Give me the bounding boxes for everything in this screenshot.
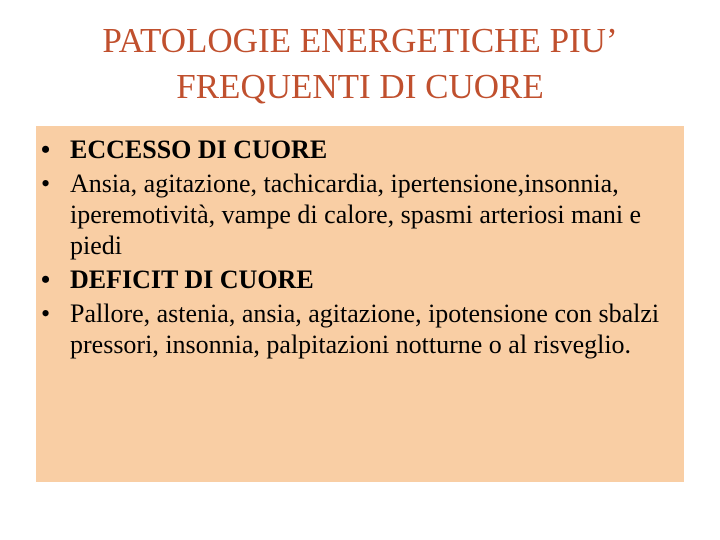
list-item-text: ECCESSO DI CUORE <box>70 135 328 164</box>
bullet-icon: • <box>41 135 51 164</box>
slide-title-line-1: PATOLOGIE ENERGETICHE PIU’ <box>102 21 618 60</box>
bullet-list <box>36 134 684 360</box>
list-item-eccesso-heading <box>36 134 684 165</box>
list-item-deficit-heading <box>36 264 684 295</box>
list-item-text: Pallore, astenia, ansia, agitazione, ipotensione con sbalzi pressori, insonnia, palpitazioni notturne o al risveglio. <box>70 299 660 359</box>
bullet-icon: • <box>41 299 51 328</box>
slide-title <box>0 18 720 110</box>
list-item-text: DEFICIT DI CUORE <box>70 265 314 294</box>
content-box <box>36 126 684 482</box>
list-item-deficit-symptoms <box>36 298 684 360</box>
list-item-text: Ansia, agitazione, tachicardia, ipertensione,insonnia, iperemotività, vampe di calore, spasmi arteriosi mani e piedi <box>70 169 642 260</box>
bullet-icon: • <box>41 265 51 294</box>
list-item-eccesso-symptoms <box>36 168 684 261</box>
bullet-icon: • <box>41 169 51 198</box>
slide-title-line-2: FREQUENTI DI CUORE <box>176 67 544 106</box>
